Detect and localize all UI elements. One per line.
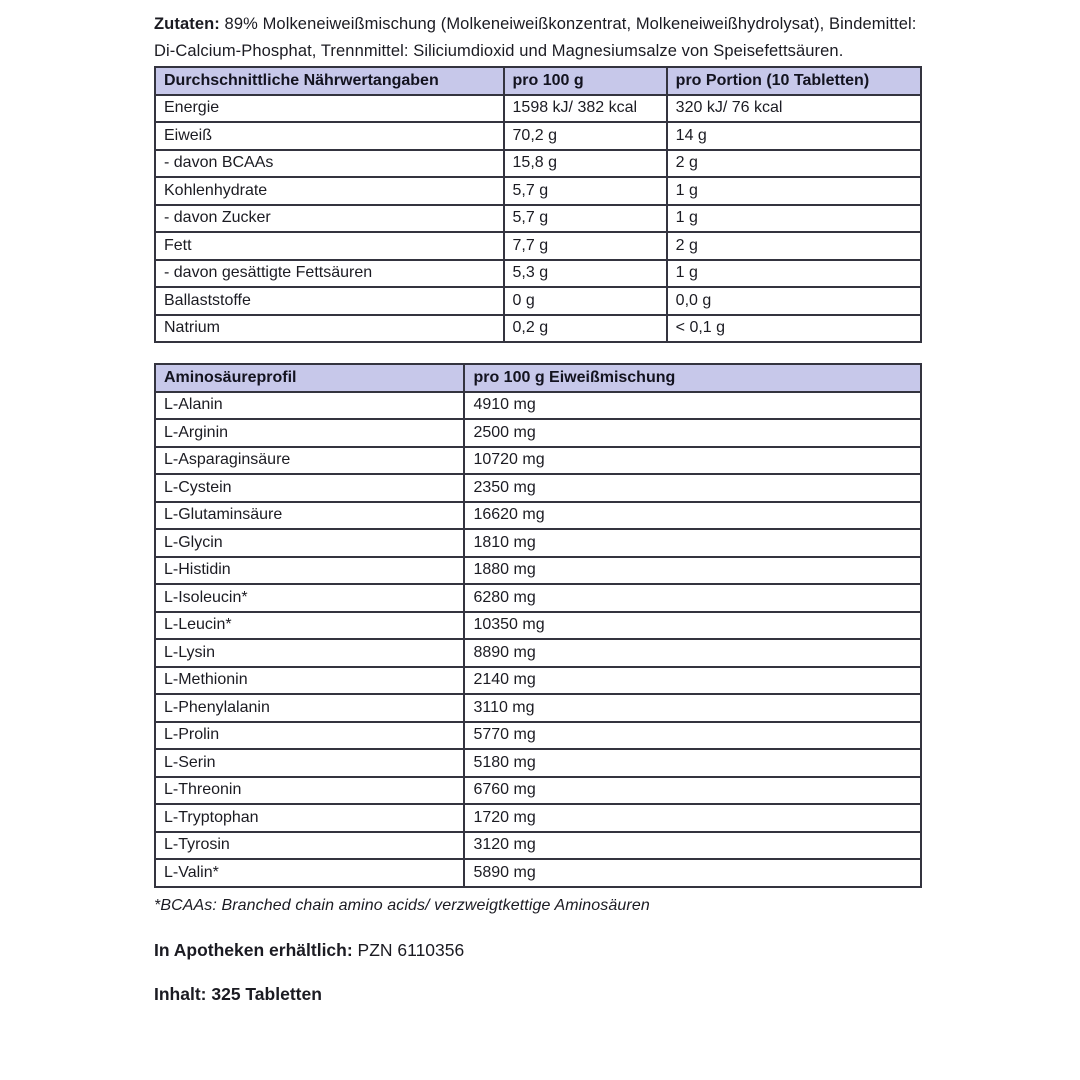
amino-name: L-Valin* (155, 859, 464, 887)
table-row (155, 667, 921, 695)
value-per-100g: 0 g (504, 287, 667, 315)
table-row (155, 474, 921, 502)
amino-value: 3110 mg (464, 694, 921, 722)
value-per-portion: 0,0 g (667, 287, 921, 315)
amino-name: L-Cystein (155, 474, 464, 502)
amino-name: L-Histidin (155, 557, 464, 585)
amino-value: 2140 mg (464, 667, 921, 695)
amino-name: L-Isoleucin* (155, 584, 464, 612)
table-row (155, 177, 921, 205)
pharmacy-line (154, 940, 922, 961)
table-row (155, 529, 921, 557)
amino-name: L-Asparaginsäure (155, 447, 464, 475)
value-per-portion: 320 kJ/ 76 kcal (667, 95, 921, 123)
amino-name: L-Alanin (155, 392, 464, 420)
nutrient-name: Fett (155, 232, 504, 260)
amino-name: L-Glycin (155, 529, 464, 557)
amino-value: 8890 mg (464, 639, 921, 667)
table-row (155, 447, 921, 475)
amino-header-name: Aminosäureprofil (155, 364, 464, 392)
table-row (155, 584, 921, 612)
table-row (155, 557, 921, 585)
amino-name: L-Tryptophan (155, 804, 464, 832)
amino-name: L-Threonin (155, 777, 464, 805)
amino-value: 6760 mg (464, 777, 921, 805)
nutrient-name: Ballaststoffe (155, 287, 504, 315)
table-row (155, 95, 921, 123)
table-row (155, 392, 921, 420)
table-row (155, 205, 921, 233)
table-row (155, 639, 921, 667)
value-per-100g: 5,3 g (504, 260, 667, 288)
amino-value: 2350 mg (464, 474, 921, 502)
amino-name: L-Leucin* (155, 612, 464, 640)
table-row (155, 859, 921, 887)
table-row (155, 777, 921, 805)
value-per-portion: 1 g (667, 177, 921, 205)
value-per-100g: 0,2 g (504, 315, 667, 343)
amino-value: 5180 mg (464, 749, 921, 777)
amino-value: 4910 mg (464, 392, 921, 420)
amino-value: 16620 mg (464, 502, 921, 530)
amino-value: 5890 mg (464, 859, 921, 887)
value-per-portion: 1 g (667, 260, 921, 288)
value-per-portion: 2 g (667, 150, 921, 178)
value-per-100g: 7,7 g (504, 232, 667, 260)
ingredients-label: Zutaten: (154, 15, 220, 33)
value-per-100g: 5,7 g (504, 177, 667, 205)
pzn-value: PZN 6110356 (352, 939, 465, 960)
nutrient-name: - davon Zucker (155, 205, 504, 233)
table-row (155, 804, 921, 832)
amino-value: 10720 mg (464, 447, 921, 475)
value-per-100g: 1598 kJ/ 382 kcal (504, 95, 667, 123)
table-row (155, 502, 921, 530)
nutrient-name: Eiweiß (155, 122, 504, 150)
nutrition-header-row (155, 67, 921, 95)
amino-header-row (155, 364, 921, 392)
value-per-portion: 14 g (667, 122, 921, 150)
amino-value: 10350 mg (464, 612, 921, 640)
pharmacy-label: In Apotheken erhältlich: (154, 939, 353, 960)
ingredients-paragraph (154, 11, 922, 65)
label-content (154, 11, 922, 1005)
table-row (155, 287, 921, 315)
amino-header-per100g: pro 100 g Eiweißmischung (464, 364, 921, 392)
amino-name: L-Tyrosin (155, 832, 464, 860)
table-row (155, 122, 921, 150)
value-per-100g: 5,7 g (504, 205, 667, 233)
bcaa-footnote: *BCAAs: Branched chain amino acids/ verzweigtkettige Aminosäuren (154, 896, 650, 914)
table-row (155, 150, 921, 178)
nutrient-name: Kohlenhydrate (155, 177, 504, 205)
table-row (155, 749, 921, 777)
ingredients-text: 89% Molkeneiweißmischung (Molkeneiweißkonzentrat, Molkeneiweißhydrolysat), Bindemittel: Di-Calcium-Phosphat, Trennmittel: Siliciumdioxid und Magnesiumsalze von Speisefettsäuren. (154, 15, 917, 60)
nutrition-header-name: Durchschnittliche Nährwertangaben (155, 67, 504, 95)
table-row (155, 232, 921, 260)
value-per-portion: < 0,1 g (667, 315, 921, 343)
nutrient-name: - davon gesättigte Fettsäuren (155, 260, 504, 288)
amino-name: L-Arginin (155, 419, 464, 447)
amino-name: L-Phenylalanin (155, 694, 464, 722)
amino-value: 2500 mg (464, 419, 921, 447)
amino-name: L-Glutaminsäure (155, 502, 464, 530)
value-per-100g: 15,8 g (504, 150, 667, 178)
amino-name: L-Methionin (155, 667, 464, 695)
table-row (155, 612, 921, 640)
amino-value: 5770 mg (464, 722, 921, 750)
content-amount-line: Inhalt: 325 Tabletten (154, 983, 322, 1004)
amino-value: 1810 mg (464, 529, 921, 557)
table-row (155, 419, 921, 447)
nutrition-header-per-portion: pro Portion (10 Tabletten) (667, 67, 921, 95)
amino-value: 1880 mg (464, 557, 921, 585)
value-per-portion: 2 g (667, 232, 921, 260)
table-row (155, 315, 921, 343)
nutrient-name: Natrium (155, 315, 504, 343)
amino-name: L-Lysin (155, 639, 464, 667)
value-per-portion: 1 g (667, 205, 921, 233)
amino-value: 6280 mg (464, 584, 921, 612)
value-per-100g: 70,2 g (504, 122, 667, 150)
table-row (155, 722, 921, 750)
nutrition-header-per100g: pro 100 g (504, 67, 667, 95)
nutrient-name: Energie (155, 95, 504, 123)
nutrition-table (154, 66, 922, 343)
amino-name: L-Prolin (155, 722, 464, 750)
amino-name: L-Serin (155, 749, 464, 777)
table-row (155, 260, 921, 288)
amino-acid-table (154, 363, 922, 888)
table-row (155, 694, 921, 722)
table-row (155, 832, 921, 860)
amino-value: 1720 mg (464, 804, 921, 832)
amino-value: 3120 mg (464, 832, 921, 860)
nutrient-name: - davon BCAAs (155, 150, 504, 178)
